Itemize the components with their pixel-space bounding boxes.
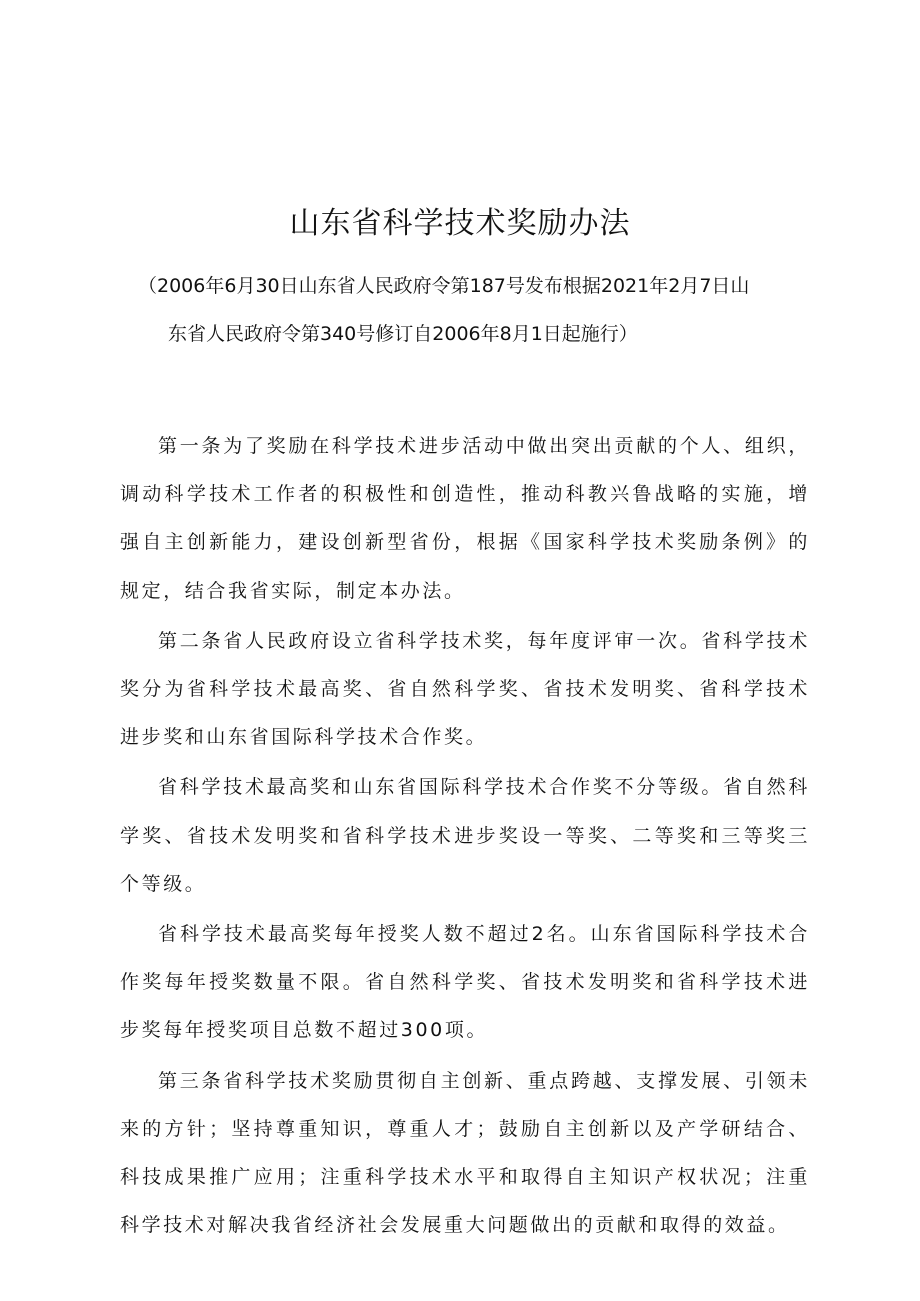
paragraph-award-limits: 省科学技术最高奖每年授奖人数不超过2名。山东省国际科学技术合作奖每年授奖数量不限。省自然科学奖、省技术发明奖和省科学技术进步奖每年授奖项目总数不超过300项。: [120, 923, 810, 1042]
paragraph-article-3: 第三条省科学技术奖励贯彻自主创新、重点跨越、支撑发展、引领未来的方针；坚持尊重知识，尊重人才；鼓励自主创新以及产学研结合、科技成果推广应用；注重科学技术水平和取得自主知识产权状况；注重科学技术对解决我省经济社会发展重大问题做出的贡献和取得的效益。: [120, 1069, 810, 1237]
paragraph-award-grades: 省科学技术最高奖和山东省国际科学技术合作奖不分等级。省自然科学奖、省技术发明奖和省科学技术进步奖设一等奖、二等奖和三等奖三个等级。: [120, 776, 810, 895]
subtitle-line-2: 东省人民政府令第340号修订自2006年8月1日起施行）: [168, 323, 638, 345]
paragraph-article-1: 第一条为了奖励在科学技术进步活动中做出突出贡献的个人、组织，调动科学技术工作者的积极性和创造性，推动科教兴鲁战略的实施，增强自主创新能力，建设创新型省份，根据《国家科学技术奖励条例》的规定，结合我省实际，制定本办法。: [120, 435, 810, 602]
document-title: 山东省科学技术奖励办法: [289, 206, 631, 241]
document-body: [120, 422, 810, 1251]
paragraph-article-2: 第二条省人民政府设立省科学技术奖，每年度评审一次。省科学技术奖分为省科学技术最高奖、省自然科学奖、省技术发明奖、省科学技术进步奖和山东省国际科学技术合作奖。: [120, 629, 810, 749]
subtitle-line-1: （2006年6月30日山东省人民政府令第187号发布根据2021年2月7日山: [138, 275, 750, 297]
document-subtitle: [138, 262, 798, 358]
